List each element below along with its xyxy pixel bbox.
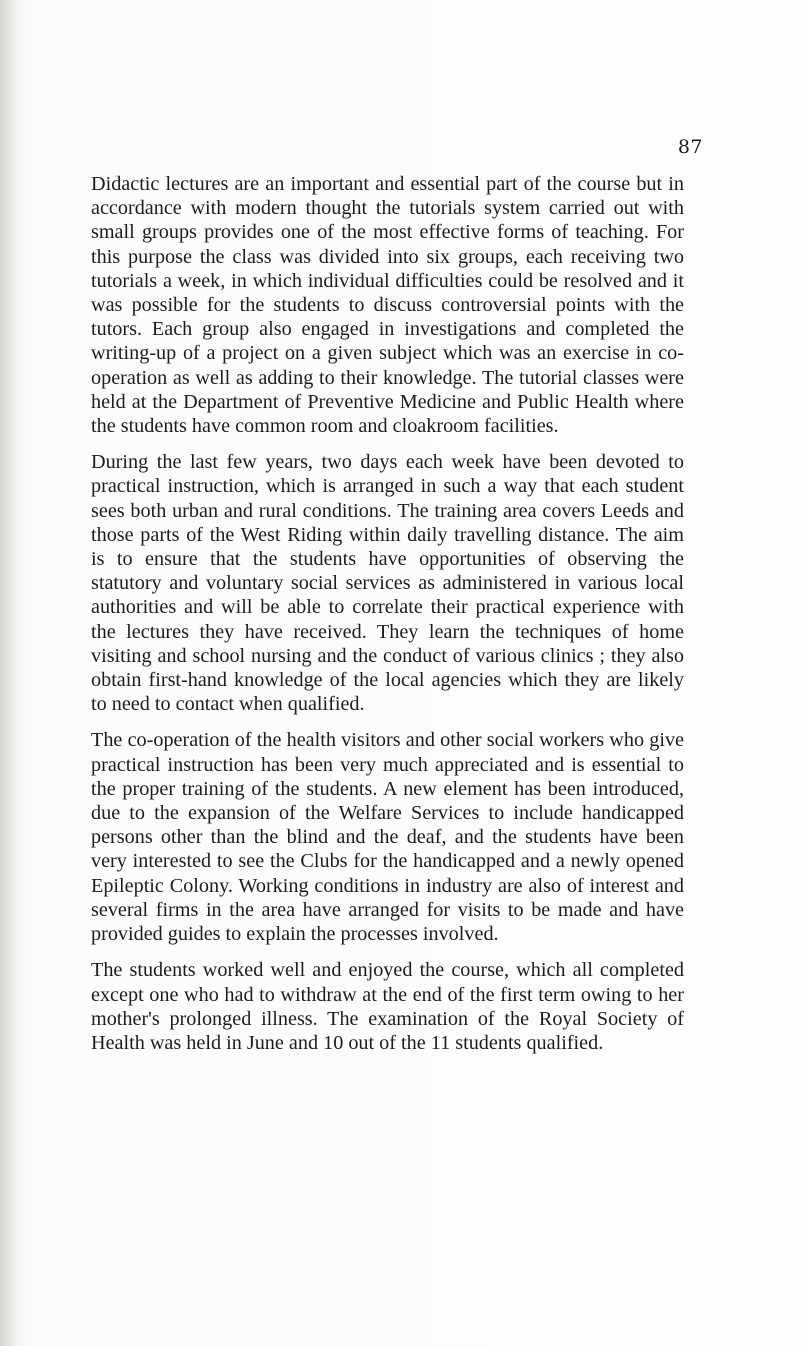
- paragraph-practical-instruction: During the last few years, two days each week have been devoted to practical instruction, which is arranged in such a way that each student sees both urban and rural conditions. The training area covers Leeds and those parts of the West Riding within daily travelling distance. The aim is to ensure that the students have opportunities of observing the statutory and voluntary social services as administered in various local authorities and will be able to correlate their practical experience with the lectures they have received. They learn the techniques of home visiting and school nursing and the conduct of various clinics ; they also obtain first-hand knowledge of the local agencies which they are likely to need to contact when qualified.: [91, 451, 684, 716]
- paragraph-examination-results: The students worked well and enjoyed the course, which all completed except one who had to withdraw at the end of the first term owing to her mother's prolonged illness. The examination of the Royal Society of Health was held in June and 10 out of the 11 students qualified.: [91, 959, 684, 1054]
- paragraph-co-operation: The co-operation of the health visitors and other social workers who give practical instruction has been very much appreciated and is essential to the proper training of the students. A new element has been introduced, due to the expansion of the Welfare Services to include handicapped persons other than the blind and the deaf, and the students have been very interested to see the Clubs for the handicapped and a newly opened Epileptic Colony. Working conditions in industry are also of interest and several firms in the area have arranged for visits to be made and have provided guides to explain the processes involved.: [91, 729, 684, 946]
- page-number: 87: [677, 136, 703, 158]
- page-binding-shadow: [0, 0, 22, 1346]
- paragraph-tutorials: Didactic lectures are an important and essential part of the course but in accordance with modern thought the tutorials system carried out with small groups provides one of the most effective forms of teaching. For this purpose the class was divided into six groups, each receiving two tutorials a week, in which individual difficulties could be resolved and it was possible for the students to discuss controversial points with the tutors. Each group also engaged in investigations and completed the writing-up of a project on a given subject which was an exercise in co-operation as well as adding to their knowledge. The tutorial classes were held at the Department of Preventive Medicine and Public Health where the students have common room and cloakroom facilities.: [91, 173, 684, 438]
- body-text: [91, 172, 684, 1055]
